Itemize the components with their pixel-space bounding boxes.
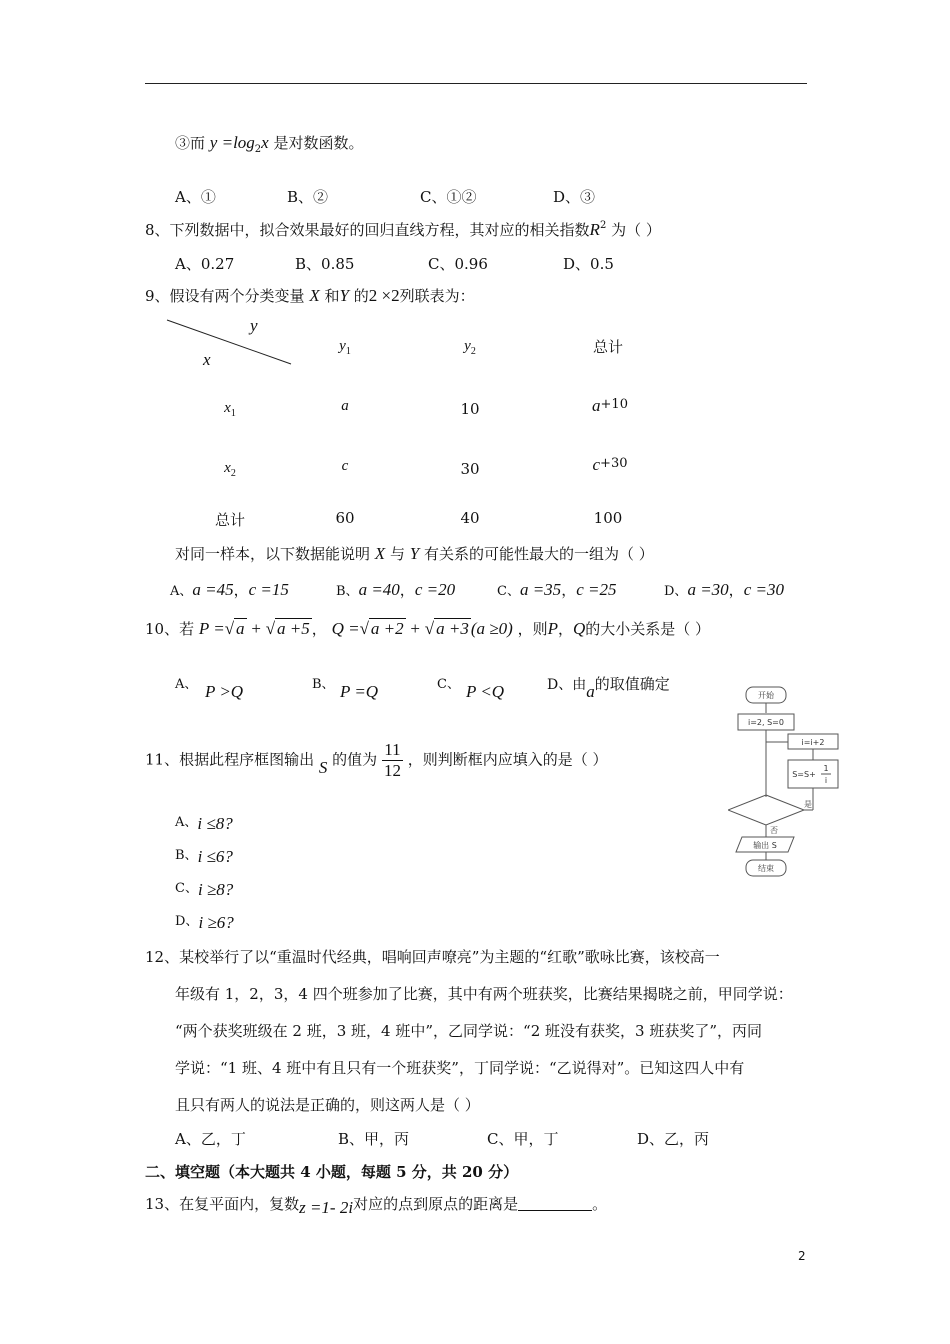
q9-option-d: D、a =30，c =30 (664, 580, 784, 599)
q9-option-a: A、a =45，c =15 (170, 580, 289, 599)
cell-x1-y2: 10 (460, 400, 480, 418)
cell-x2-total: c+30 (592, 455, 628, 474)
flow-output-text: 输出 S (753, 841, 777, 850)
col-header-y2: $y_2$ (464, 338, 476, 357)
cell-grand-total: 100 (593, 509, 623, 527)
cell-total-y1: 60 (335, 509, 355, 527)
q7-option-d: D、③ (553, 188, 596, 206)
corner-row-label: x (203, 350, 211, 369)
q10-option-a: P >Q (205, 682, 244, 701)
cell-x2-y1: c (341, 458, 349, 474)
row-label-total: 总计 (214, 511, 245, 529)
q10-stem: 10、若 P =√ a + √ a +5 ， Q =√ a +2 + √ a +3 (a ≥0) ，则P，Q的大小关系是（ ） (145, 619, 711, 638)
flow-yes-label: 是 (804, 800, 812, 809)
q10-option-b-label: B、 (312, 677, 335, 692)
q12-line-3: “两个获奖班级在 2 班，3 班，4 班中”，乙同学说：“2 班没有获奖，3 班获奖了”，丙同 (175, 1022, 763, 1040)
col-header-y1: $y_1$ (339, 338, 351, 357)
q11-option-a: A、i ≤8? (175, 814, 233, 833)
q7-option-a: A、① (175, 188, 216, 206)
flow-sum-num: 1 (823, 764, 829, 773)
q12-line-5: 且只有两人的说法是正确的，则这两人是（ ） (175, 1096, 480, 1114)
q7-option-b: B、② (287, 188, 329, 206)
q10-option-b: P =Q (340, 682, 379, 701)
flow-end-text: 结束 (758, 864, 774, 873)
flow-increment-text: i=i+2 (801, 738, 825, 747)
q10-option-d: D、由a的取值确定 (547, 675, 670, 701)
flow-init-text: i=2, S=0 (748, 718, 784, 727)
q8-option-c: C、0.96 (428, 255, 488, 273)
flow-sum-den: i (824, 776, 828, 785)
header-rule (145, 83, 807, 84)
corner-col-label: y (250, 316, 258, 335)
flow-no-label: 否 (770, 826, 778, 835)
col-header-total: 总计 (592, 338, 623, 356)
q9-option-c: C、a =35，c =25 (497, 580, 617, 599)
q11-option-c: C、i ≥8? (175, 880, 234, 899)
q12-option-d: D、乙，丙 (637, 1130, 710, 1148)
cell-x1-y1: a (341, 398, 349, 414)
q11-fraction: $\frac{11}{12}$ (383, 740, 401, 780)
q12-option-b: B、甲，丙 (338, 1130, 410, 1148)
flow-decision-diamond (728, 795, 804, 825)
q9-stem: 9、假设有两个分类变量 X 和Y 的2 ×2列联表为： (145, 286, 475, 305)
row-label-x2: $x_2$ (224, 460, 236, 479)
table-corner-diagonal (165, 318, 295, 368)
q13-stem: 13、在复平面内，复数z =1- 2i对应的点到原点的距离是 。 (145, 1195, 608, 1217)
q12-option-c: C、甲，丁 (487, 1130, 559, 1148)
q8-option-d: D、0.5 (563, 255, 614, 273)
q10-option-c: P <Q (466, 682, 505, 701)
row-label-x1: $x_1$ (224, 400, 236, 419)
q8-option-b: B、0.85 (295, 255, 355, 273)
q9-option-b: B、a =40，c =20 (336, 580, 456, 599)
q12-line-4: 学说：“1 班、4 班中有且只有一个班获奖”，丁同学说：“乙说得对”。已知这四人中有 (175, 1059, 745, 1077)
q11-option-b: B、i ≤6? (175, 847, 233, 866)
q9-follow-up: 对同一样本，以下数据能说明 X 与 Y 有关系的可能性最大的一组为（ ） (175, 544, 654, 563)
cell-total-y2: 40 (460, 509, 480, 527)
section-heading-fill-in: 二、填空题（本大题共 4 小题，每题 5 分，共 20 分） (145, 1163, 519, 1181)
q11-stem: 11、根据此程序框图输出 S 的值为 $\frac{11}{12}$ ，则判断框内应填入的是（ ） (145, 740, 608, 780)
q12-line-2: 年级有 1，2，3，4 四个班参加了比赛，其中有两个班获奖，比赛结果揭晓之前，甲同学说： (175, 985, 793, 1003)
q11-flowchart (728, 682, 848, 882)
q8-stem: 8、下列数据中，拟合效果最好的回归直线方程，其对应的相关指数$R^2$ 为（ ） (145, 220, 661, 239)
q13-answer-blank (518, 1196, 592, 1211)
q7-item3: ③而 $y =\log_2x$ 是对数函数。 (175, 133, 364, 155)
q11-option-d: D、i ≥6? (175, 913, 234, 932)
flow-start-text: 开始 (758, 691, 774, 700)
q7-option-c: C、①② (420, 188, 477, 206)
cell-x1-total: a+10 (592, 396, 628, 415)
q8-option-a: A、0.27 (175, 255, 235, 273)
q12-line-1: 12、某校举行了以“重温时代经典，唱响回声嘹亮”为主题的“红歌”歌咏比赛，该校高一 (145, 948, 720, 966)
flow-sum-text: S=S+ (792, 770, 816, 779)
page-number: 2 (798, 1249, 806, 1263)
q12-option-a: A、乙，丁 (175, 1130, 246, 1148)
q10-option-c-label: C、 (437, 677, 460, 692)
cell-x2-y2: 30 (460, 460, 480, 478)
q10-option-a-label: A、 (175, 677, 198, 692)
